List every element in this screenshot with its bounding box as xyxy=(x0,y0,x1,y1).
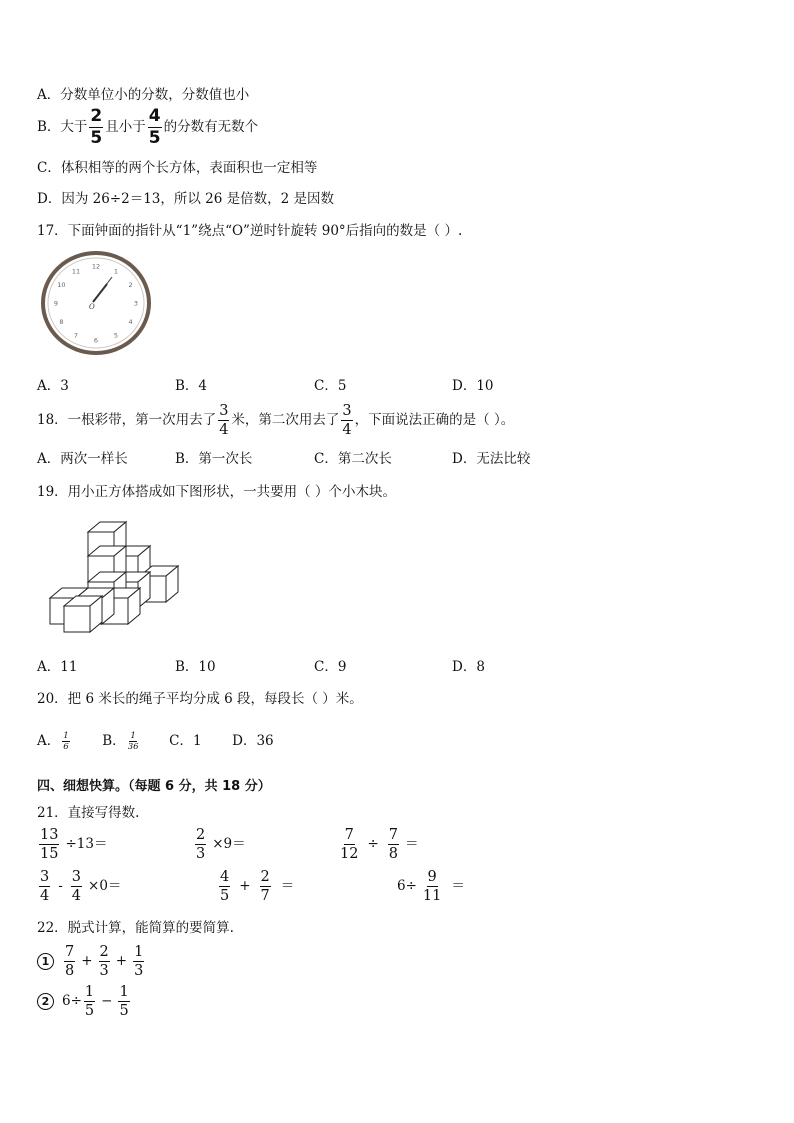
q16-b-fraction-2: $\frac{4}{5}$ xyxy=(148,106,161,148)
q21-expr-5: $\frac{4}{5}$ + $\frac{2}{7}$ ＝ xyxy=(220,868,295,904)
q21-title: 21．直接写得数. xyxy=(37,805,140,821)
circled-number-1: 1 xyxy=(37,953,54,970)
q20-option-a-label: A． xyxy=(37,733,61,749)
clock-numeral-6: 6 xyxy=(93,336,99,345)
q16-option-c: C．体积相等的两个长方体，表面积也一定相等 xyxy=(37,160,318,176)
circled-number-2: 2 xyxy=(37,993,54,1010)
q17-option-d: D．10 xyxy=(452,378,494,394)
clock-numeral-7: 7 xyxy=(73,331,79,340)
clock-center-label: O xyxy=(89,303,95,311)
q16-option-a: A．分数单位小的分数，分数值也小 xyxy=(37,87,250,103)
clock-numeral-1: 1 xyxy=(113,267,119,276)
q21-expr-4: $\frac{3}{4}$ - $\frac{3}{4}$ ×0＝ xyxy=(40,868,122,904)
q22-problem-2: 2 6÷ $\frac{1}{5}$ − $\frac{1}{5}$ xyxy=(37,981,132,1021)
q17-option-a: A．3 xyxy=(37,378,69,394)
q16-b-prefix: B．大于 xyxy=(37,119,88,135)
q22-problem-1: 1 $\frac{7}{8}$ + $\frac{2}{3}$ + $\frac{1}{3}$ xyxy=(37,941,146,981)
q16-option-d: D．因为 26÷2＝13，所以 26 是倍数，2 是因数 xyxy=(37,191,335,207)
clock-numeral-11: 11 xyxy=(71,267,81,276)
q18-question xyxy=(37,400,514,440)
q18-text-3: ，下面说法正确的是（ ）。 xyxy=(354,412,515,428)
q21-expr-2: $\frac{2}{3}$ ×9＝ xyxy=(196,826,246,862)
q20-option-b-label: B． xyxy=(102,733,126,749)
q18-text-1: 18．一根彩带，第一次用去了 xyxy=(37,412,217,428)
q20-option-b-fraction: $\frac{1}{36}$ xyxy=(127,730,139,752)
q19-option-c: C．9 xyxy=(314,659,347,675)
clock-numeral-2: 2 xyxy=(128,281,133,289)
clock-figure xyxy=(40,250,152,356)
q18-text-2: 米，第二次用去了 xyxy=(231,412,340,428)
clock-numeral-4: 4 xyxy=(128,318,133,326)
q18-option-b: B．第一次长 xyxy=(175,451,253,467)
q17-question: 17．下面钟面的指针从“1”绕点“O”逆时针旋转 90°后指向的数是（ ）. xyxy=(37,223,463,239)
q16-b-suffix: 的分数有无数个 xyxy=(163,119,259,135)
clock-numeral-10: 10 xyxy=(57,281,66,289)
q18-option-d: D．无法比较 xyxy=(452,451,531,467)
q20-options xyxy=(37,727,274,755)
q19-option-b: B．10 xyxy=(175,659,216,675)
clock-numeral-3: 3 xyxy=(133,299,139,308)
q19-option-d: D．8 xyxy=(452,659,485,675)
q22-title: 22．脱式计算，能简算的要简算. xyxy=(37,920,234,936)
q20-question: 20．把 6 米长的绳子平均分成 6 段，每段长（ ）米。 xyxy=(37,691,363,707)
q19-option-a: A．11 xyxy=(37,659,78,675)
q21-expr-6: 6÷ $\frac{9}{11}$ ＝ xyxy=(397,868,465,904)
q19-question: 19．用小正方体搭成如下图形状，一共要用（ ）个小木块。 xyxy=(37,484,396,500)
cubes-figure xyxy=(44,518,184,638)
q16-b-fraction-1: $\frac{2}{5}$ xyxy=(90,106,103,148)
section-4-title: 四、细想快算。（每题 6 分，共 18 分） xyxy=(37,779,271,794)
q20-option-d: D．36 xyxy=(232,733,274,749)
q18-fraction-2: $\frac{3}{4}$ xyxy=(342,402,352,438)
q20-option-a-fraction: $\frac{1}{6}$ xyxy=(63,730,69,752)
cube-front-face xyxy=(64,606,90,632)
q21-expr-1: $\frac{13}{15}$ ÷13＝ xyxy=(40,826,108,862)
q20-option-c: C．1 xyxy=(169,733,202,749)
q18-option-a: A．两次一样长 xyxy=(37,451,128,467)
q21-expr-3: $\frac{7}{12}$ ÷ $\frac{7}{8}$ ＝ xyxy=(340,826,419,862)
q18-fraction-1: $\frac{3}{4}$ xyxy=(219,402,229,438)
q16-b-mid: 且小于 xyxy=(105,119,146,135)
clock-numeral-12: 12 xyxy=(91,262,101,271)
clock-numeral-9: 9 xyxy=(53,299,59,308)
clock-numeral-8: 8 xyxy=(59,318,64,326)
q16-option-b xyxy=(37,108,258,147)
q17-option-c: C．5 xyxy=(314,378,347,394)
q18-option-c: C．第二次长 xyxy=(314,451,392,467)
clock-numeral-5: 5 xyxy=(113,331,119,340)
q17-option-b: B．4 xyxy=(175,378,208,394)
